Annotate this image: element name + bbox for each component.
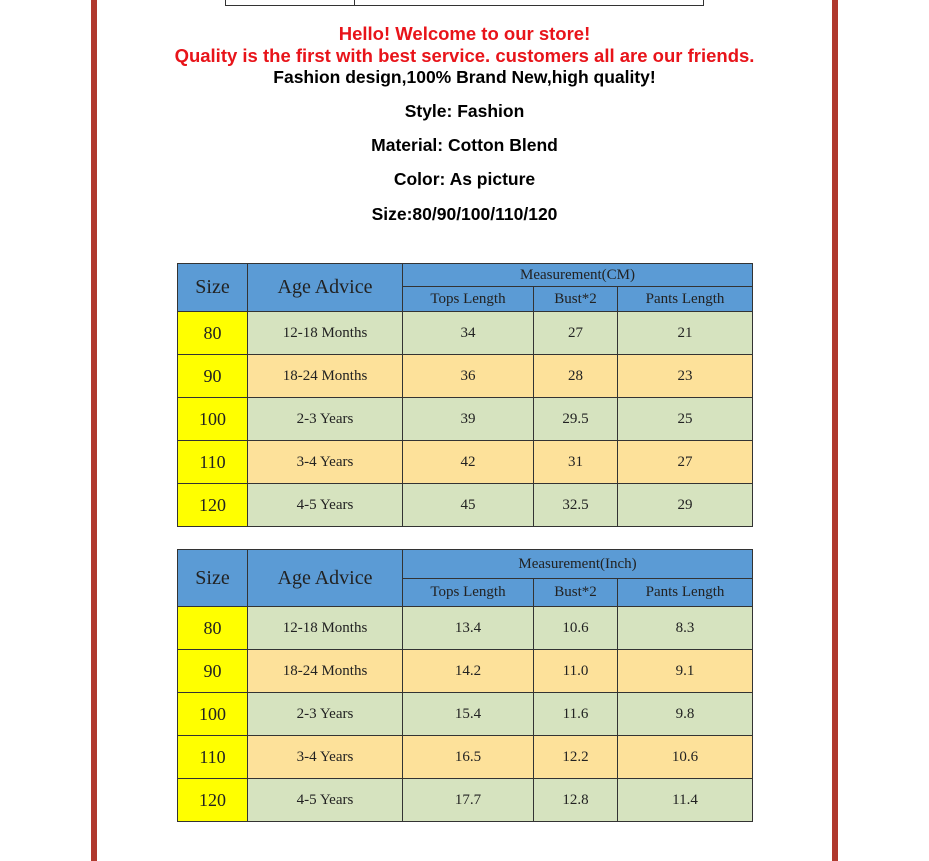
table-row bbox=[178, 607, 753, 650]
table-row bbox=[178, 355, 753, 398]
pants-cell: 23 bbox=[618, 355, 753, 398]
table-row bbox=[178, 779, 753, 822]
bust-cell: 29.5 bbox=[534, 398, 618, 441]
tops-cell: 15.4 bbox=[403, 693, 534, 736]
size-cell: 100 bbox=[178, 693, 248, 736]
pants-cell: 11.4 bbox=[618, 779, 753, 822]
bust-cell: 32.5 bbox=[534, 484, 618, 527]
size-chart-cm bbox=[177, 263, 753, 527]
age-cell: 4-5 Years bbox=[248, 779, 403, 822]
bust-cell: 10.6 bbox=[534, 607, 618, 650]
tops-cell: 42 bbox=[403, 441, 534, 484]
age-cell: 2-3 Years bbox=[248, 398, 403, 441]
header-pants-length: Pants Length bbox=[618, 579, 753, 607]
size-cell: 100 bbox=[178, 398, 248, 441]
material-spec: Material: Cotton Blend bbox=[371, 135, 558, 155]
table-row bbox=[178, 484, 753, 527]
tops-cell: 39 bbox=[403, 398, 534, 441]
table-row bbox=[178, 398, 753, 441]
size-cell: 80 bbox=[178, 607, 248, 650]
pants-cell: 9.8 bbox=[618, 693, 753, 736]
tops-cell: 16.5 bbox=[403, 736, 534, 779]
pants-cell: 27 bbox=[618, 441, 753, 484]
age-cell: 18-24 Months bbox=[248, 650, 403, 693]
welcome-text: Hello! Welcome to our store! bbox=[338, 23, 591, 44]
size-cell: 80 bbox=[178, 312, 248, 355]
page-border-left bbox=[91, 0, 97, 861]
header-measurement-group: Measurement(CM) bbox=[403, 264, 753, 287]
tops-cell: 34 bbox=[403, 312, 534, 355]
bust-cell: 11.6 bbox=[534, 693, 618, 736]
age-cell: 3-4 Years bbox=[248, 441, 403, 484]
age-cell: 4-5 Years bbox=[248, 484, 403, 527]
age-cell: 18-24 Months bbox=[248, 355, 403, 398]
size-cell: 110 bbox=[178, 441, 248, 484]
table-row bbox=[178, 650, 753, 693]
bust-cell: 28 bbox=[534, 355, 618, 398]
pants-cell: 21 bbox=[618, 312, 753, 355]
size-cell: 90 bbox=[178, 650, 248, 693]
size-cell: 90 bbox=[178, 355, 248, 398]
quality-text: Quality is the first with best service. customers all are our friends. bbox=[174, 45, 755, 66]
table-row bbox=[178, 441, 753, 484]
tops-cell: 13.4 bbox=[403, 607, 534, 650]
tops-cell: 45 bbox=[403, 484, 534, 527]
page-border-right bbox=[832, 0, 838, 861]
header-age-advice: Age Advice bbox=[248, 550, 403, 607]
tops-cell: 36 bbox=[403, 355, 534, 398]
age-cell: 12-18 Months bbox=[248, 312, 403, 355]
style-spec: Style: Fashion bbox=[404, 101, 525, 121]
header-pants-length: Pants Length bbox=[618, 287, 753, 312]
header-size: Size bbox=[178, 550, 248, 607]
size-cell: 110 bbox=[178, 736, 248, 779]
top-table-remnant bbox=[225, 0, 704, 6]
size-cell: 120 bbox=[178, 779, 248, 822]
tops-cell: 17.7 bbox=[403, 779, 534, 822]
size-chart-inch bbox=[177, 549, 753, 822]
size-spec: Size:80/90/100/110/120 bbox=[371, 204, 558, 224]
bust-cell: 12.2 bbox=[534, 736, 618, 779]
bust-cell: 12.8 bbox=[534, 779, 618, 822]
header-measurement-group: Measurement(Inch) bbox=[403, 550, 753, 579]
age-cell: 12-18 Months bbox=[248, 607, 403, 650]
color-spec: Color: As picture bbox=[393, 169, 536, 189]
pants-cell: 8.3 bbox=[618, 607, 753, 650]
table-row bbox=[178, 693, 753, 736]
bust-cell: 27 bbox=[534, 312, 618, 355]
pants-cell: 29 bbox=[618, 484, 753, 527]
age-cell: 2-3 Years bbox=[248, 693, 403, 736]
pants-cell: 25 bbox=[618, 398, 753, 441]
pants-cell: 10.6 bbox=[618, 736, 753, 779]
header-size: Size bbox=[178, 264, 248, 312]
header-bust: Bust*2 bbox=[534, 579, 618, 607]
bust-cell: 31 bbox=[534, 441, 618, 484]
age-cell: 3-4 Years bbox=[248, 736, 403, 779]
size-cell: 120 bbox=[178, 484, 248, 527]
header-bust: Bust*2 bbox=[534, 287, 618, 312]
header-tops-length: Tops Length bbox=[403, 579, 534, 607]
design-text: Fashion design,100% Brand New,high quality! bbox=[273, 67, 656, 87]
header-tops-length: Tops Length bbox=[403, 287, 534, 312]
header-age-advice: Age Advice bbox=[248, 264, 403, 312]
table-row bbox=[178, 312, 753, 355]
pants-cell: 9.1 bbox=[618, 650, 753, 693]
table-row bbox=[178, 736, 753, 779]
bust-cell: 11.0 bbox=[534, 650, 618, 693]
tops-cell: 14.2 bbox=[403, 650, 534, 693]
